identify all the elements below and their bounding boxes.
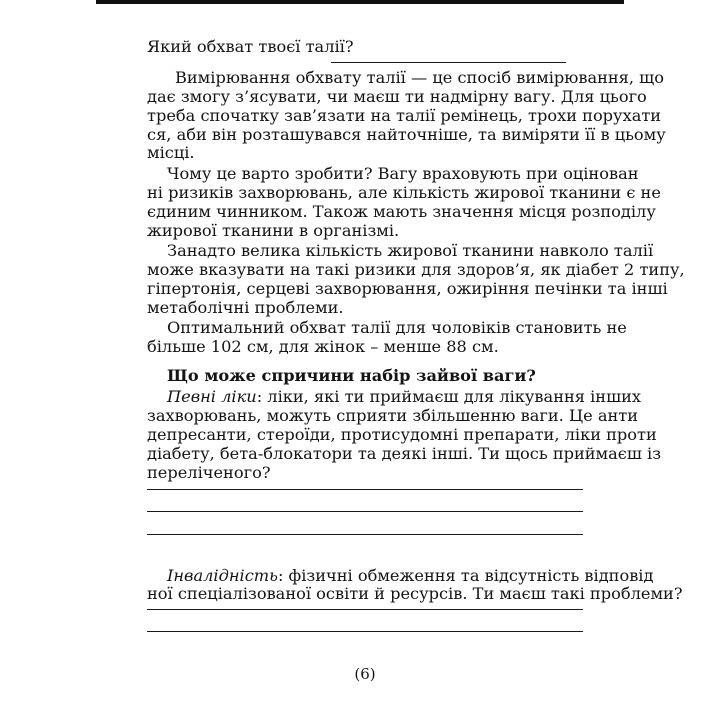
text-line: жирової тканини в організмі. bbox=[147, 220, 400, 240]
text-line: єдиним чинником. Також мають значення місця розподілу bbox=[147, 201, 656, 221]
answer-line[interactable] bbox=[147, 534, 583, 535]
text-line: місці. bbox=[147, 143, 195, 163]
text-line: захворювань, можуть сприяти збільшенню ваги. Це анти bbox=[147, 405, 638, 425]
text-line: ної спеціалізованої освіти й ресурсів. Ти маєш такі проблеми? bbox=[147, 584, 683, 604]
text-line: Занадто велика кількість жирової тканини навколо талії bbox=[167, 241, 654, 261]
text-fragment: : фізичні обмеження та відсутність відповід bbox=[277, 565, 654, 585]
answer-line[interactable] bbox=[147, 511, 583, 512]
text-line: ні ризиків захворювань, але кількість жирової тканини є не bbox=[147, 182, 661, 202]
top-border-rule bbox=[96, 0, 624, 4]
text-line: депресанти, стероїди, протисудомні препарати, ліки проти bbox=[147, 424, 657, 444]
answer-line[interactable] bbox=[147, 631, 583, 632]
text-line: ся, аби він розташувався найточніше, та виміряти її в цьому bbox=[147, 124, 666, 144]
term-disability: Інвалідність bbox=[167, 565, 278, 585]
page-number: (6) bbox=[354, 665, 376, 683]
text-line: метаболічні проблеми. bbox=[147, 297, 344, 317]
text-line: треба спочатку зав’язати на талії ремінець, трохи порухати bbox=[147, 105, 662, 125]
text-line: дає змогу з’ясувати, чи маєш ти надмірну вагу. Для цього bbox=[147, 86, 647, 106]
section-heading: Що може спричини набір зайвої ваги? bbox=[167, 366, 536, 386]
text-line: Оптимальний обхват талії для чоловіків становить не bbox=[167, 318, 627, 338]
text-line: може вказувати на такі ризики для здоров’я, як діабет 2 типу, bbox=[147, 260, 685, 280]
answer-line[interactable] bbox=[147, 609, 583, 610]
term-medications: Певні ліки bbox=[167, 387, 257, 407]
text-line: гіпертонія, серцеві захворювання, ожиріння печінки та інші bbox=[147, 278, 668, 298]
text-line: більше 102 см, для жінок – менше 88 см. bbox=[147, 337, 499, 357]
text-fragment: : ліки, які ти приймаєш для лікування інших bbox=[256, 387, 642, 407]
text-line: Вимірювання обхвату талії — це спосіб вимірювання, що bbox=[175, 67, 664, 87]
text-line: Чому це варто зробити? Вагу враховують при оцінован bbox=[167, 164, 639, 183]
waist-question: Який обхват твоєї талії? bbox=[147, 37, 354, 57]
waist-answer-line[interactable] bbox=[331, 62, 566, 63]
text-line: переліченого? bbox=[147, 462, 271, 482]
answer-line[interactable] bbox=[147, 489, 583, 490]
text-line: діабету, бета-блокатори та деякі інші. Ти щось приймаєш із bbox=[147, 443, 662, 463]
